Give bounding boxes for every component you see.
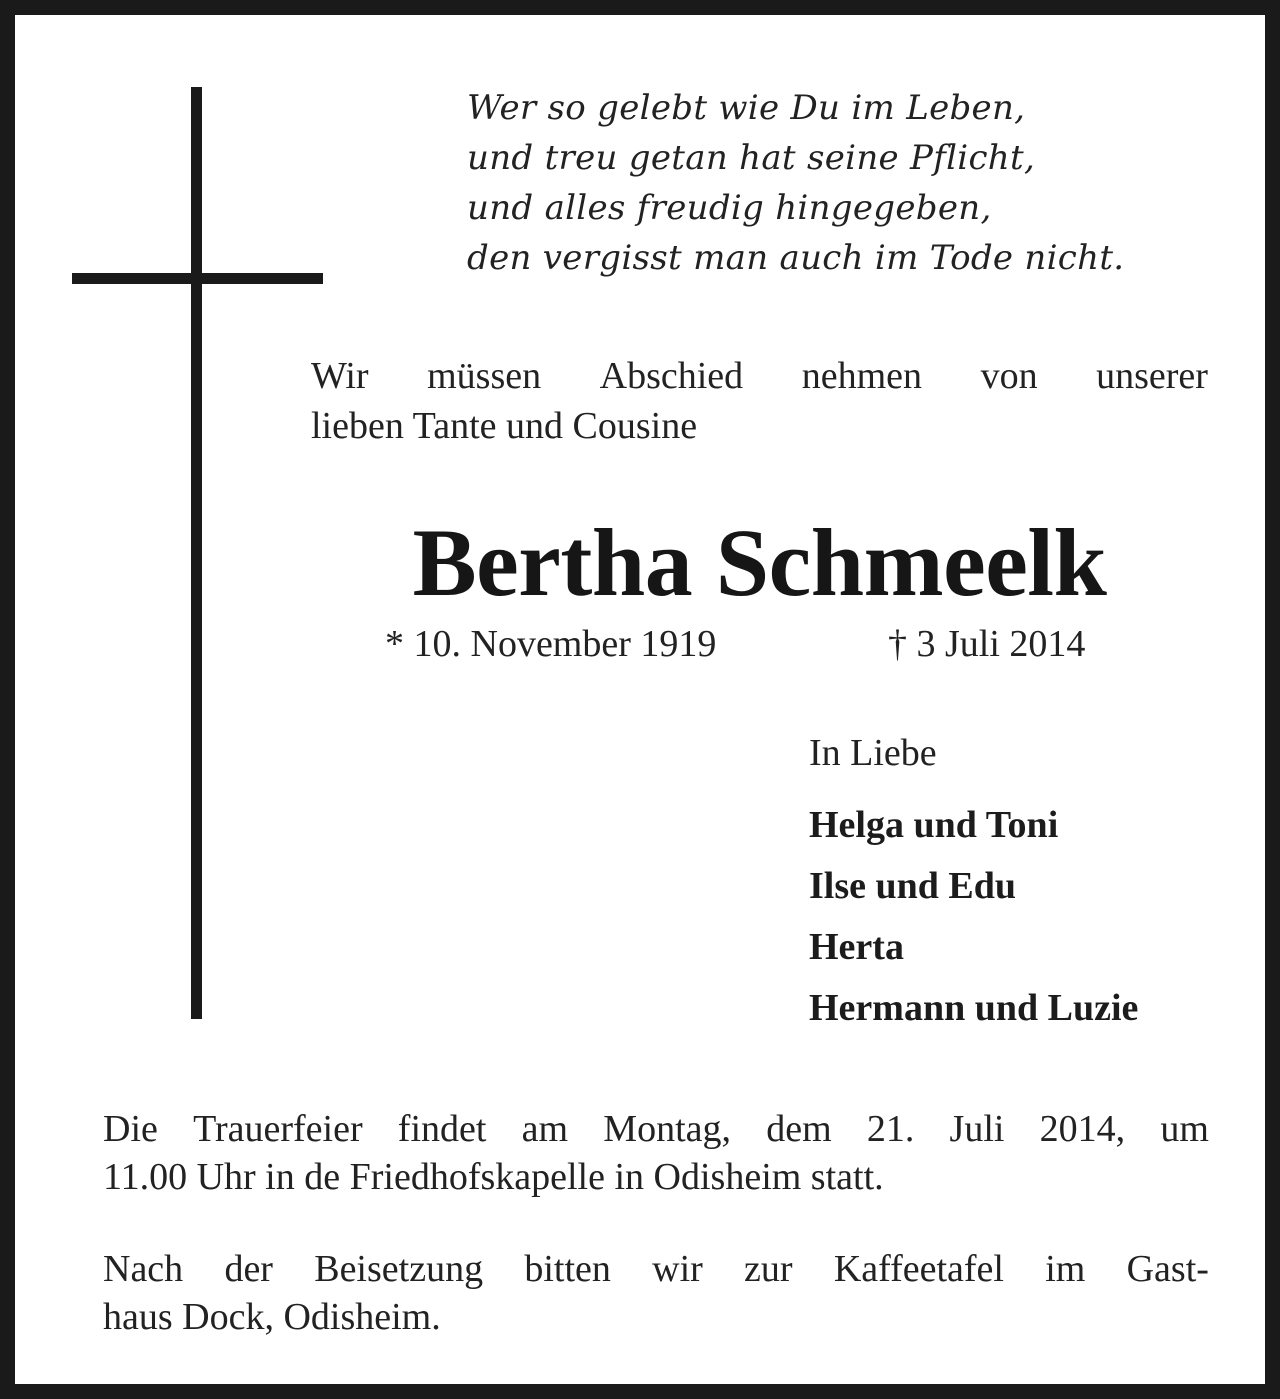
reception-word: Beisetzung bbox=[314, 1248, 484, 1290]
funeral-word: am bbox=[521, 1108, 569, 1150]
funeral-line-2: 11.00 Uhr in de Friedhofskapelle in Odisheim statt. bbox=[103, 1156, 884, 1198]
mourners-heading: In Liebe bbox=[809, 732, 937, 774]
funeral-line-1 bbox=[103, 1105, 1209, 1153]
intro-text bbox=[311, 351, 1208, 451]
reception-line-2: haus Dock, Odisheim. bbox=[103, 1296, 441, 1338]
funeral-word: um bbox=[1160, 1108, 1209, 1150]
reception-word: Nach bbox=[103, 1248, 184, 1290]
funeral-word: Montag, bbox=[603, 1108, 731, 1150]
intro-line-2: lieben Tante und Cousine bbox=[311, 405, 698, 447]
reception-line-1 bbox=[103, 1245, 1209, 1293]
intro-line-1 bbox=[311, 351, 1208, 401]
reception-info bbox=[103, 1245, 1209, 1341]
intro-word: unserer bbox=[1096, 355, 1208, 397]
poem bbox=[467, 83, 1227, 283]
reception-word: zur bbox=[744, 1248, 793, 1290]
intro-word: Wir bbox=[311, 355, 369, 397]
reception-word: Kaffeetafel bbox=[833, 1248, 1004, 1290]
funeral-word: Die bbox=[103, 1108, 158, 1150]
poem-line: den vergisst man auch im Tode nicht. bbox=[467, 238, 1125, 278]
reception-word: bitten bbox=[524, 1248, 611, 1290]
cross-icon-bar bbox=[72, 273, 323, 284]
birth-date: * 10. November 1919 bbox=[385, 623, 717, 665]
intro-word: nehmen bbox=[801, 355, 923, 397]
mourner-name: Helga und Toni bbox=[809, 804, 1059, 846]
intro-word: von bbox=[980, 355, 1038, 397]
funeral-word: Juli bbox=[949, 1108, 1005, 1150]
mourner-name: Ilse und Edu bbox=[809, 865, 1017, 907]
intro-word: Abschied bbox=[599, 355, 744, 397]
mourners-list bbox=[809, 795, 1138, 1039]
deceased-name: Bertha Schmeelk bbox=[412, 509, 1107, 616]
mourner-name: Hermann und Luzie bbox=[809, 987, 1139, 1029]
poem-line: und treu getan hat seine Pflicht, bbox=[467, 138, 1036, 178]
reception-word: der bbox=[224, 1248, 273, 1290]
reception-word: im bbox=[1045, 1248, 1086, 1290]
poem-line: Wer so gelebt wie Du im Leben, bbox=[467, 88, 1026, 128]
funeral-word: dem bbox=[766, 1108, 832, 1150]
funeral-word: 2014, bbox=[1039, 1108, 1126, 1150]
mourner-name: Herta bbox=[809, 926, 904, 968]
cross-icon bbox=[191, 87, 202, 1019]
funeral-word: findet bbox=[397, 1108, 487, 1150]
funeral-word: Trauerfeier bbox=[193, 1108, 363, 1150]
reception-word: Gast- bbox=[1126, 1248, 1209, 1290]
funeral-word: 21. bbox=[866, 1108, 915, 1150]
death-date: † 3 Juli 2014 bbox=[888, 623, 1086, 665]
intro-word: müssen bbox=[427, 355, 542, 397]
poem-line: und alles freudig hingegeben, bbox=[467, 188, 992, 228]
funeral-info bbox=[103, 1105, 1209, 1201]
reception-word: wir bbox=[652, 1248, 703, 1290]
